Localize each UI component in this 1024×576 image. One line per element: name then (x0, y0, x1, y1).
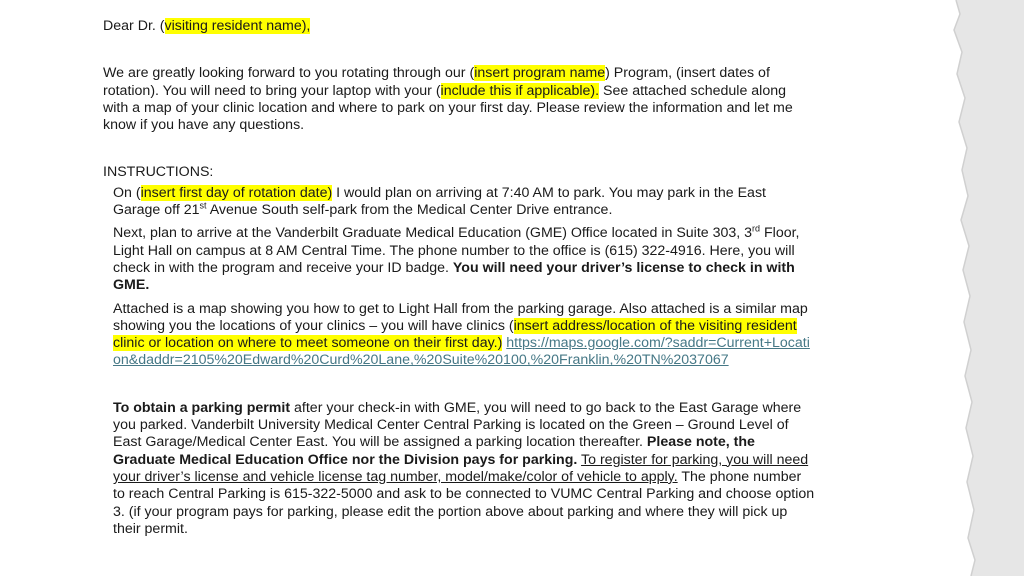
license-note: You will need your driver’s license to check in with GME. (113, 259, 795, 294)
greeting-prefix: Dear Dr. ( (103, 18, 165, 34)
parking-payment-note: Please note, the Graduate Medical Education Office nor the Division pays for parking. (113, 434, 755, 468)
step-gme-checkin: Next, plan to arrive at the Vanderbilt Graduate Medical Education (GME) Office located in Suite 303, 3rd Floor, Light Hall on campus at 8 AM Central Time. The phone number to the office is (615) 322-4916. Here, you will check in with the program and receive your ID badge. You will need your driver’s license to check in with GME. (113, 223, 800, 294)
step-maps: Attached is a map showing you how to get to Light Hall from the parking garage. Also attached is a similar map showing you the locations of your clinics – you will have clinics (insert address/location of the visiting resident clinic or location on where to meet someone on their first day.) https://maps.google.com/?saddr=Current+Location&daddr=2105%20Edward%20Curd%20Lane,%20Suite%20100,%20Franklin,%20TN%2037067 (113, 300, 810, 369)
greeting (103, 18, 815, 35)
parking-paragraph: To obtain a parking permit after your check-in with GME, you will need to go back to the East Garage where you parked. Vanderbilt University Medical Center Central Parking is located on the Green – Ground Level of East Garage/Medical Center East. You will be assigned a parking location thereafter. Please note, the Graduate Medical Education Office nor the Division pays for parking. To register for parking, you will need your driver’s license and vehicle license tag number, model/make/color of vehicle to apply. The phone number to reach Central Parking is 615-322-5000 and ask to be connected to VUMC Central Parking and choose option 3. (if your program pays for parking, please edit the portion above about parking and where they will pick up their permit. (113, 399, 815, 537)
intro-paragraph: We are greatly looking forward to you rotating through our (insert program name) Program, (insert dates of rotation). You will need to bring your laptop with your (include this if applicable). See attached schedule along with a map of your clinic location and where to park on your first day. Please review the information and let me know if you have any questions. (103, 65, 793, 134)
clinic-location-placeholder: insert address/location of the visiting resident clinic or location on where to meet someone on their first day.) (113, 317, 797, 352)
first-day-placeholder: insert first day of rotation date) (140, 184, 333, 201)
parking-permit-heading: To obtain a parking permit (113, 399, 291, 416)
torn-paper-edge (924, 0, 1024, 576)
program-name-placeholder: insert program name (474, 65, 606, 82)
resident-name-placeholder: visiting resident name), (164, 18, 311, 34)
instructions-heading: INSTRUCTIONS: (103, 164, 214, 181)
letter-body (103, 18, 815, 538)
google-maps-link[interactable]: https://maps.google.com/?saddr=Current+Location&daddr=2105%20Edward%20Curd%20Lane,%20Suite%20100,%20Franklin,%20TN%2037067 (113, 335, 810, 369)
step-arrival: On (insert first day of rotation date) I would plan on arriving at 7:40 AM to park. You may park in the East Garage off 21st Avenue South self-park from the Medical Center Drive entrance. (113, 184, 766, 219)
parking-registration-note: To register for parking, you will need your driver’s license and vehicle license tag number, model/make/color of vehicle to apply. (113, 451, 809, 485)
applicable-placeholder: include this if applicable). (440, 82, 600, 99)
